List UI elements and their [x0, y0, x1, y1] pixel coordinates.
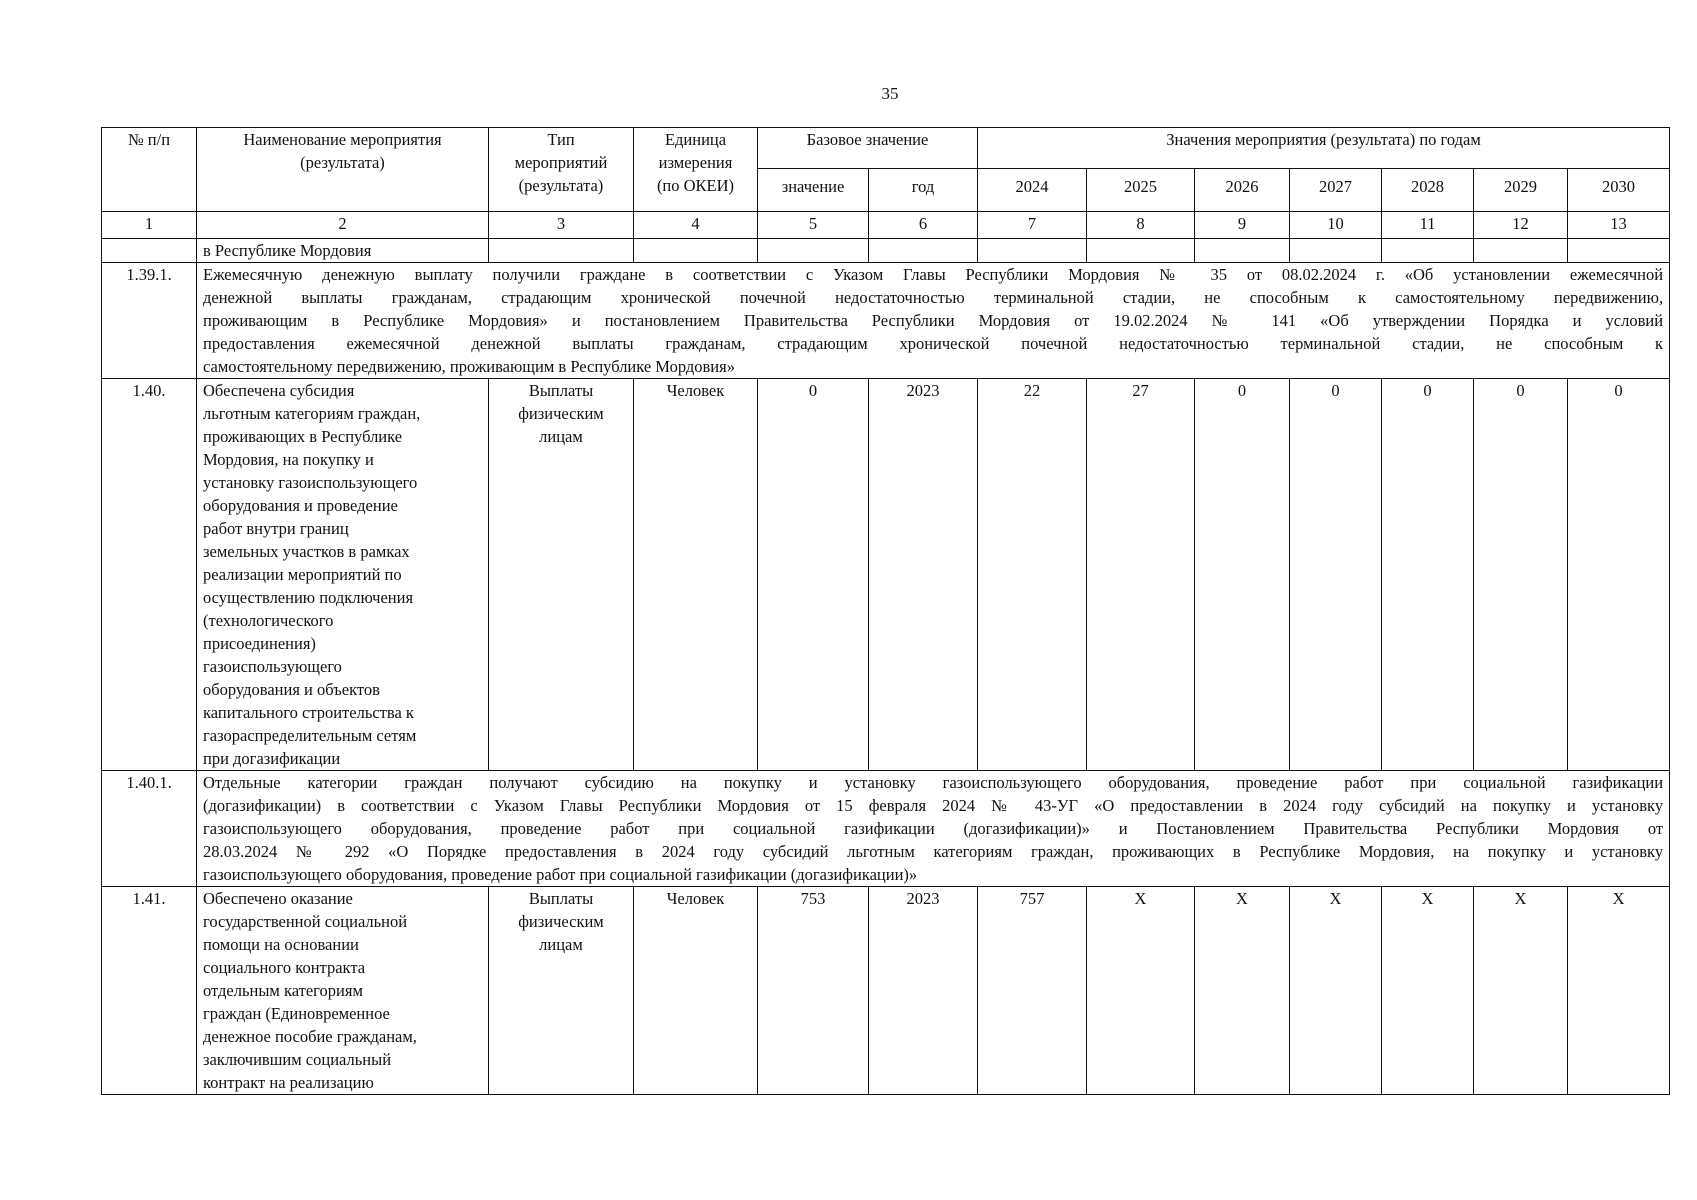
description-line: (догазификации) в соответствии с Указом Главы Республики Мордовия от 15 февраля 2024 № 43-УГ «О предоставлении в 2024 году субсидий на покупку и установку	[203, 796, 1664, 815]
year-value: 0	[1474, 379, 1568, 771]
measure-name-line: отдельным категориям	[203, 981, 363, 1000]
measure-name-line: земельных участков в рамках	[203, 542, 410, 561]
description-line: самостоятельному передвижению, проживающим в Республике Мордовия»	[203, 357, 735, 376]
base-year: 2023	[869, 887, 978, 1095]
header-unit-line: измерения	[658, 153, 733, 172]
measure-name-line: проживающих в Республике	[203, 427, 403, 446]
header-base-value: Базовое значение	[758, 128, 978, 169]
measure-name-line: реализации мероприятий по	[203, 565, 402, 584]
description-line: Отдельные категории граждан получают субсидию на покупку и установку газоиспользующего оборудования, проведение работ при социальной газификации	[203, 773, 1664, 792]
header-year: 2026	[1195, 169, 1290, 212]
measure-name-line: осуществлению подключения	[203, 588, 414, 607]
table-row	[102, 887, 1670, 1095]
year-value: 0	[1382, 379, 1474, 771]
header-type-line: Тип	[547, 130, 575, 149]
header-year: 2027	[1290, 169, 1382, 212]
table-row	[102, 771, 1670, 887]
measure-name-line: социального контракта	[203, 958, 366, 977]
year-value: 0	[1290, 379, 1382, 771]
column-number: 6	[869, 212, 978, 239]
header-name-line: Наименование мероприятия	[243, 130, 442, 149]
year-value: X	[1474, 887, 1568, 1095]
empty-cell	[1474, 239, 1568, 263]
empty-cell	[1290, 239, 1382, 263]
column-number: 4	[634, 212, 758, 239]
measure-name-line: (технологического	[203, 611, 334, 630]
description-line: 28.03.2024 № 292 «О Порядке предоставления в 2024 году субсидий льготным категориям граждан, проживающих в Республике Мордовия, на покупку и установку	[203, 842, 1664, 861]
measure-name	[197, 379, 489, 771]
measure-unit: Человек	[634, 379, 758, 771]
measure-name-line: заключившим социальный	[203, 1050, 392, 1069]
column-number: 3	[489, 212, 634, 239]
column-number: 5	[758, 212, 869, 239]
base-value: 0	[758, 379, 869, 771]
measure-name-line: Обеспечено оказание	[203, 889, 353, 908]
measure-unit: Человек	[634, 887, 758, 1095]
header-base-year-sub: год	[869, 169, 978, 212]
column-number-row	[102, 212, 1670, 239]
row-number: 1.40.	[102, 379, 197, 771]
base-year: 2023	[869, 379, 978, 771]
measure-name-line: в Республике Мордовия	[203, 241, 372, 260]
measure-name-line: присоединения)	[203, 634, 316, 653]
table-row	[102, 379, 1670, 771]
header-year: 2029	[1474, 169, 1568, 212]
measure-name-line: оборудования и объектов	[203, 680, 380, 699]
empty-cell	[978, 239, 1087, 263]
measure-name-line: работ внутри границ	[203, 519, 349, 538]
table-row	[102, 239, 1670, 263]
empty-cell	[1195, 239, 1290, 263]
measure-name-line: капитального строительства к	[203, 703, 414, 722]
header-type-line: (результата)	[518, 176, 604, 195]
measure-name	[197, 239, 489, 263]
measure-name-line: денежное пособие гражданам,	[203, 1027, 417, 1046]
column-number: 10	[1290, 212, 1382, 239]
measure-name-line: при догазификации	[203, 749, 341, 768]
empty-cell	[634, 239, 758, 263]
column-number: 13	[1568, 212, 1670, 239]
measure-name-line: газоиспользующего	[203, 657, 342, 676]
base-value: 753	[758, 887, 869, 1095]
description-line: предоставления ежемесячной денежной выплаты гражданам, страдающим хронической почечной недостаточностью терминальной стадии, не способным к	[203, 334, 1664, 353]
header-year: 2030	[1568, 169, 1670, 212]
year-value: X	[1195, 887, 1290, 1095]
header-unit-line: (по ОКЕИ)	[656, 176, 735, 195]
measure-name-line: граждан (Единовременное	[203, 1004, 390, 1023]
year-value: 0	[1568, 379, 1670, 771]
measure-type	[489, 379, 634, 771]
measure-name-line: газораспределительным сетям	[203, 726, 417, 745]
column-number: 1	[102, 212, 197, 239]
empty-cell	[1568, 239, 1670, 263]
empty-cell	[869, 239, 978, 263]
empty-cell	[758, 239, 869, 263]
measure-name-line: государственной социальной	[203, 912, 408, 931]
row-number: 1.40.1.	[102, 771, 197, 887]
empty-cell	[489, 239, 634, 263]
row-number: 1.41.	[102, 887, 197, 1095]
measure-name-line: Обеспечена субсидия	[203, 381, 355, 400]
measure-type	[489, 887, 634, 1095]
page-number: 35	[881, 84, 899, 103]
measure-name-line: установку газоиспользующего	[203, 473, 418, 492]
measure-name-line: помощи на основании	[203, 935, 359, 954]
header-name	[197, 128, 489, 212]
header-name-line: (результата)	[300, 153, 385, 172]
year-value: X	[1382, 887, 1474, 1095]
measure-type-line: физическим	[518, 404, 604, 423]
measure-name-line: льготным категориям граждан,	[203, 404, 421, 423]
measure-description	[197, 771, 1670, 887]
header-type-line: мероприятий	[514, 153, 608, 172]
description-line: газоиспользующего оборудования, проведение работ при социальной газификации (догазификации)»	[203, 865, 918, 884]
year-value: 22	[978, 379, 1087, 771]
description-line: Ежемесячную денежную выплату получили граждане в соответствии с Указом Главы Республики Мордовия № 35 от 08.02.2024 г. «Об установлении ежемесячной	[203, 265, 1664, 284]
row-number: 1.39.1.	[102, 263, 197, 379]
year-value: 757	[978, 887, 1087, 1095]
description-line: проживающим в Республике Мордовия» и постановлением Правительства Республики Мордовия от 19.02.2024 № 141 «Об утверждении Порядка и условий	[203, 311, 1664, 330]
header-num: № п/п	[102, 128, 197, 212]
results-table	[101, 127, 1670, 1095]
measure-type-line: Выплаты	[528, 381, 594, 400]
header-unit-line: Единица	[664, 130, 727, 149]
measure-description	[197, 263, 1670, 379]
measure-type-line: Выплаты	[528, 889, 594, 908]
measure-name-line: Мордовия, на покупку и	[203, 450, 374, 469]
empty-cell	[1087, 239, 1195, 263]
year-value: 0	[1195, 379, 1290, 771]
column-number: 12	[1474, 212, 1568, 239]
measure-name-line: оборудования и проведение	[203, 496, 398, 515]
measure-name	[197, 887, 489, 1095]
column-number: 8	[1087, 212, 1195, 239]
measure-name-line: контракт на реализацию	[203, 1073, 374, 1092]
header-type	[489, 128, 634, 212]
year-value: X	[1087, 887, 1195, 1095]
measure-type-line: лицам	[539, 427, 583, 446]
column-number: 11	[1382, 212, 1474, 239]
year-value: X	[1568, 887, 1670, 1095]
column-number: 2	[197, 212, 489, 239]
row-number	[102, 239, 197, 263]
measure-type-line: лицам	[539, 935, 583, 954]
header-year: 2025	[1087, 169, 1195, 212]
year-value: 27	[1087, 379, 1195, 771]
header-year: 2028	[1382, 169, 1474, 212]
header-years-group: Значения мероприятия (результата) по годам	[978, 128, 1670, 169]
measure-type-line: физическим	[518, 912, 604, 931]
empty-cell	[1382, 239, 1474, 263]
header-base-value-sub: значение	[758, 169, 869, 212]
description-line: газоиспользующего оборудования, проведение работ при социальной газификации (догазификации)» и Постановлением Правительства Республики Мордовия от	[203, 819, 1664, 838]
column-number: 9	[1195, 212, 1290, 239]
header-year: 2024	[978, 169, 1087, 212]
table-row	[102, 263, 1670, 379]
header-unit	[634, 128, 758, 212]
column-number: 7	[978, 212, 1087, 239]
description-line: денежной выплаты гражданам, страдающим хронической почечной недостаточностью терминальной стадии, не способным к самостоятельному передвижению,	[203, 288, 1664, 307]
year-value: X	[1290, 887, 1382, 1095]
